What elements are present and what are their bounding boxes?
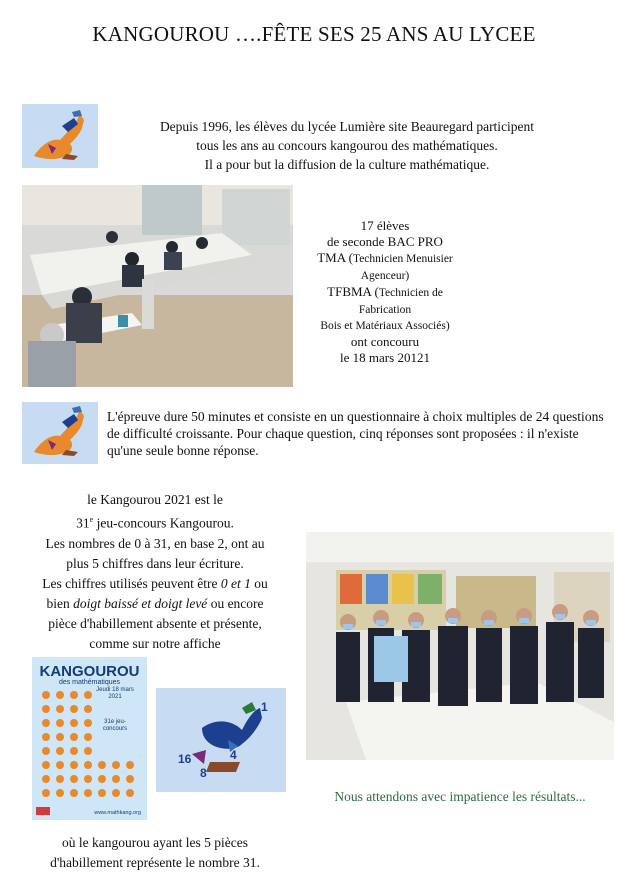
students-group-photo [306,532,614,760]
intro-paragraph [112,117,582,174]
tfbma-line: TFBMA (Technicien de Fabrication [327,284,443,316]
results-caption: Nous attendons avec impatience les résultats... [334,789,586,804]
kangaroo-logo-middle [22,402,98,464]
exam-description: L'épreuve dure 50 minutes et consiste en un questionnaire à choix multiples de 24 questions de difficulté croissante. Pour chaque question, cinq réponses sont proposées : il n'existe qu'une seule bonne réponse. [107,409,604,458]
kangaroo-icon [22,104,98,168]
binary-line-6: comme sur notre affiche [89,635,221,651]
poster-date: Jeudi 18 mars 2021 [96,687,134,700]
intro-line-3: Il a pour but la diffusion de la culture mathématique. [204,157,490,172]
binary-line-4: bien doigt baissé et doigt levé ou encore [46,595,264,611]
binary-line-2: plus 5 chiffres dans leur écriture. [66,555,244,571]
participants-class: de seconde BAC PRO [327,234,443,249]
binary-kangaroo-diagram [156,688,286,792]
diagram-number-8: 8 [200,766,207,780]
binary-line-5: pièce d'habillement absente et présente, [48,615,262,631]
poster-subtitle: des mathématiques [58,679,121,686]
intro-line-1: Depuis 1996, les élèves du lycée Lumière site Beauregard participent [159,119,535,134]
poster-website: www.mathkang.org [94,810,141,816]
tfbma-line-2: Bois et Matériaux Associés) [320,320,450,332]
kangourou-poster [32,657,147,820]
poster-explanation [20,833,290,873]
diagram-number-16: 16 [178,752,192,766]
poster-explanation-line-2: d'habillement représente le nombre 31. [50,855,260,870]
diagram-number-1: 1 [261,700,268,714]
kangaroo-logo-top [22,104,98,168]
exam-classroom-photo [22,185,293,387]
diagram-number-2: 2 [251,716,258,730]
participants-count: 17 élèves [360,218,410,233]
participated-line: ont concouru [350,334,420,349]
page-title: KANGOUROU ….FÊTE SES 25 ANS AU LYCEE [92,22,536,46]
binary-line-3: Les chiffres utilisés peuvent être 0 et 1 ou [42,575,268,591]
edition-line: le Kangourou 2021 est le [87,492,223,507]
edition-number-line: 31e jeu-concours Kangourou. [76,515,234,531]
contest-date: le 18 mars 20121 [340,350,430,365]
intro-line-2: tous les ans au concours kangourou des mathématiques. [196,138,498,153]
diagram-number-4: 4 [230,748,237,762]
poster-explanation-line-1: où le kangourou ayant les 5 pièces [62,835,248,850]
binary-explanation [20,490,290,654]
poster-title: KANGOUROU [39,663,140,680]
kangaroo-icon [22,402,98,464]
poster-kangaroos-graphic [32,657,147,820]
participants-info [300,218,470,366]
tma-line: TMA (Technicien Menuisier Agenceur) [317,250,453,282]
poster-edition: 31e jeu-concours [102,719,128,732]
binary-line-1: Les nombres de 0 à 31, en base 2, ont au [45,535,265,551]
